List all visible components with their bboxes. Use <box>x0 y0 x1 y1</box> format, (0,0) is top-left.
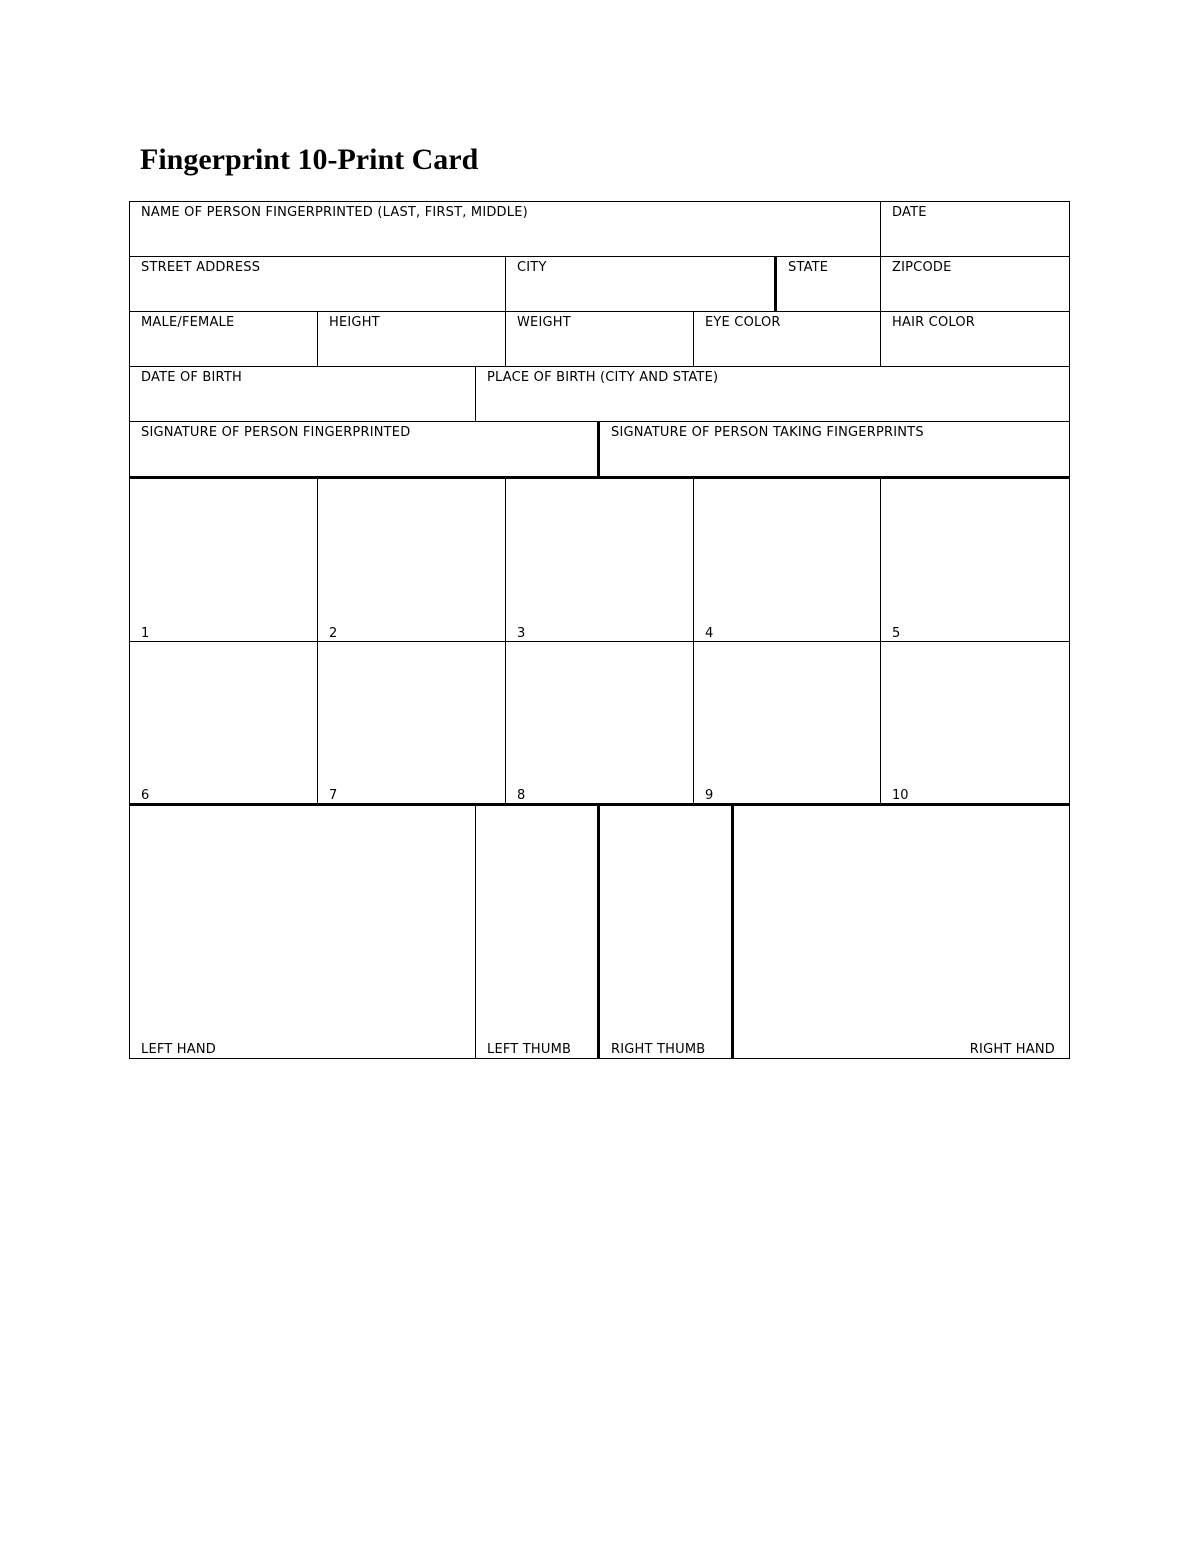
place-of-birth-field[interactable] <box>475 366 1070 422</box>
signature-person-label: SIGNATURE OF PERSON FINGERPRINTED <box>141 425 411 440</box>
state-label: STATE <box>788 260 829 275</box>
print-box[interactable] <box>505 641 694 806</box>
date-field[interactable] <box>880 201 1070 257</box>
height-field[interactable] <box>317 311 506 367</box>
hair-color-field[interactable] <box>880 311 1070 367</box>
date-of-birth-field[interactable] <box>129 366 476 422</box>
signature-person-field[interactable] <box>129 421 599 479</box>
print-number: 7 <box>329 788 338 803</box>
date-of-birth-label: DATE OF BIRTH <box>141 370 242 385</box>
left-thumb-box[interactable] <box>475 803 599 1059</box>
city-label: CITY <box>517 260 547 275</box>
print-number: 9 <box>705 788 714 803</box>
weight-label: WEIGHT <box>517 315 571 330</box>
print-box[interactable] <box>693 478 881 642</box>
left-hand-box[interactable] <box>129 803 476 1059</box>
right-hand-box[interactable] <box>731 803 1070 1059</box>
print-number: 3 <box>517 626 526 641</box>
print-number: 1 <box>141 626 150 641</box>
name-field[interactable] <box>129 201 881 257</box>
name-field-label: NAME OF PERSON FINGERPRINTED (LAST, FIRST, MIDDLE) <box>141 205 528 220</box>
print-number: 2 <box>329 626 338 641</box>
street-address-field[interactable] <box>129 256 506 312</box>
print-box[interactable] <box>880 478 1070 642</box>
print-box[interactable] <box>505 478 694 642</box>
print-box[interactable] <box>880 641 1070 806</box>
hair-color-label: HAIR COLOR <box>892 315 976 330</box>
right-hand-label: RIGHT HAND <box>969 1042 1055 1057</box>
date-field-label: DATE <box>892 205 927 220</box>
print-number: 5 <box>892 626 901 641</box>
left-thumb-label: LEFT THUMB <box>487 1042 572 1057</box>
zipcode-field[interactable] <box>880 256 1070 312</box>
signature-taker-field[interactable] <box>597 421 1070 479</box>
print-box[interactable] <box>317 478 506 642</box>
page-title: Fingerprint 10-Print Card <box>140 143 479 176</box>
left-hand-label: LEFT HAND <box>141 1042 216 1057</box>
print-box[interactable] <box>693 641 881 806</box>
print-number: 10 <box>892 788 909 803</box>
zipcode-label: ZIPCODE <box>892 260 952 275</box>
height-label: HEIGHT <box>329 315 380 330</box>
print-number: 8 <box>517 788 526 803</box>
city-field[interactable] <box>505 256 776 312</box>
right-thumb-label: RIGHT THUMB <box>611 1042 706 1057</box>
print-number: 4 <box>705 626 714 641</box>
place-of-birth-label: PLACE OF BIRTH (CITY AND STATE) <box>487 370 719 385</box>
print-box[interactable] <box>129 641 318 806</box>
eye-color-field[interactable] <box>693 311 881 367</box>
print-number: 6 <box>141 788 150 803</box>
sex-field[interactable] <box>129 311 318 367</box>
weight-field[interactable] <box>505 311 694 367</box>
print-box[interactable] <box>317 641 506 806</box>
print-box[interactable] <box>129 478 318 642</box>
eye-color-label: EYE COLOR <box>705 315 781 330</box>
sex-label: MALE/FEMALE <box>141 315 235 330</box>
signature-taker-label: SIGNATURE OF PERSON TAKING FINGERPRINTS <box>611 425 924 440</box>
state-field[interactable] <box>774 256 881 312</box>
street-address-label: STREET ADDRESS <box>141 260 261 275</box>
fingerprint-card <box>130 202 1070 1059</box>
right-thumb-box[interactable] <box>597 803 733 1059</box>
